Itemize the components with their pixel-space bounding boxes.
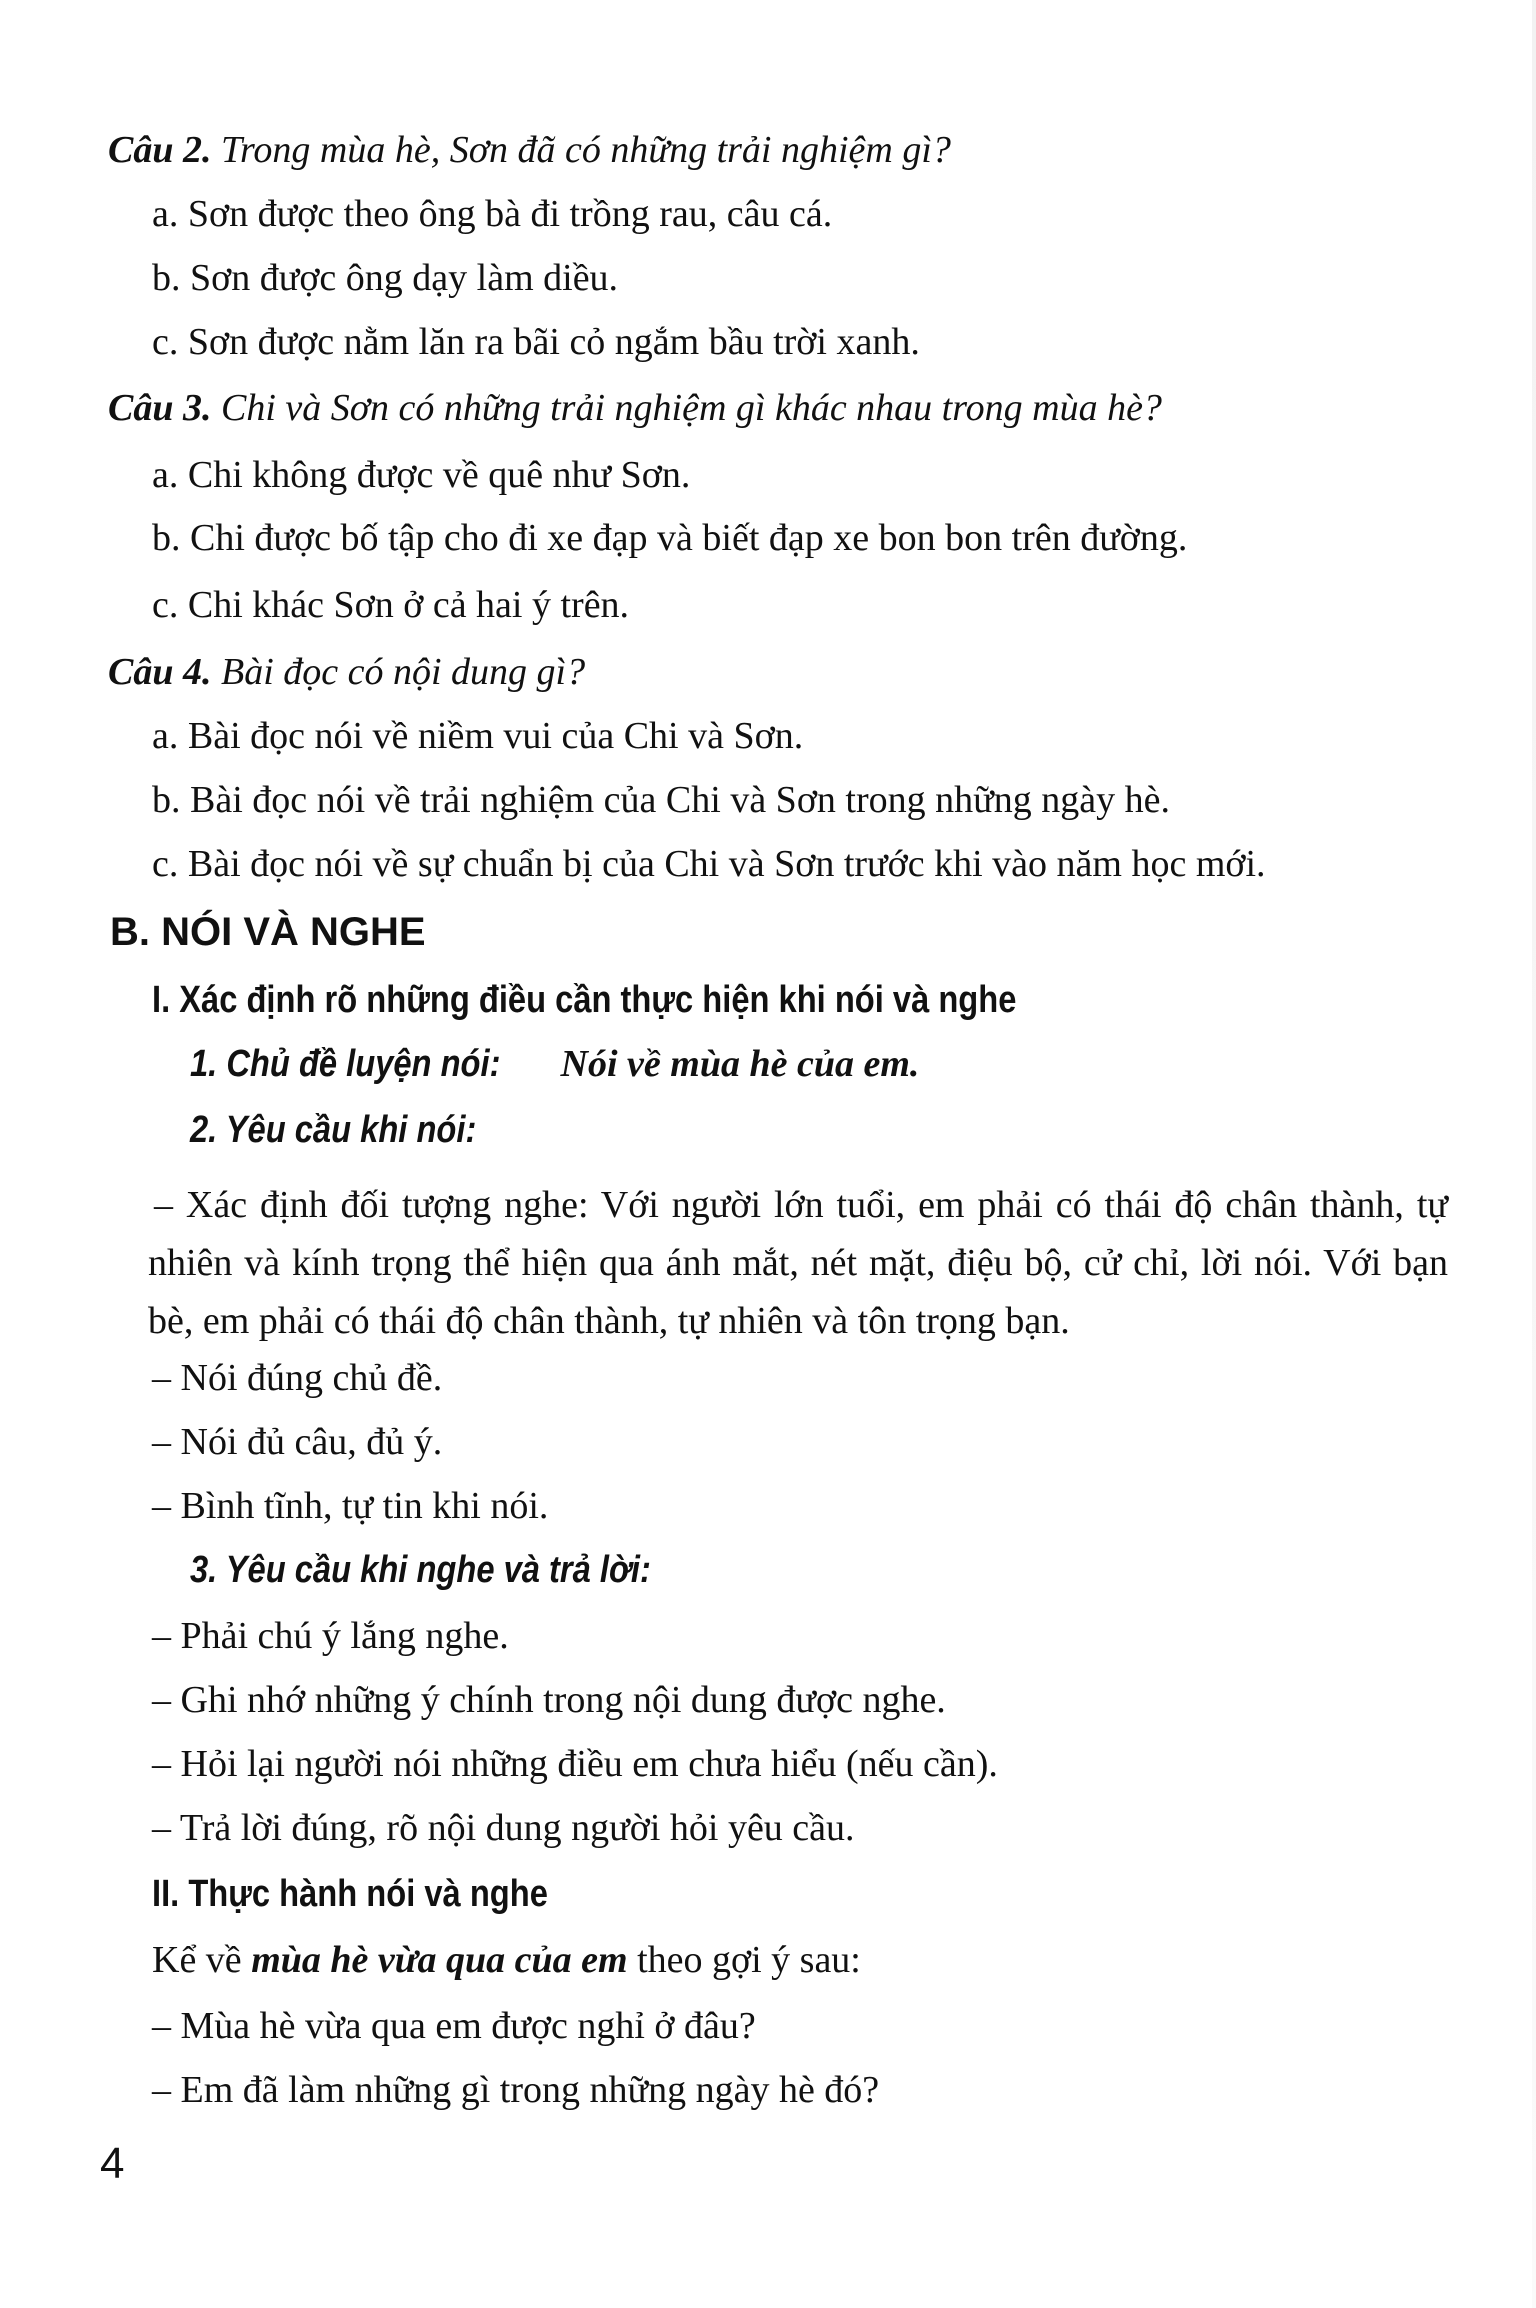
question-2-label: Câu 2. [108,129,212,171]
question-3-option-a: a. Chi không được về quê như Sơn. [152,454,691,496]
part-1-title: I. Xác định rõ những điều cần thực hiện khi nói và nghe [152,979,1017,1021]
practice-intro-suffix: theo gợi ý sau: [627,1939,861,1981]
listening-requirements-title: 3. Yêu cầu khi nghe và trả lời: [190,1549,651,1591]
part-2-title: II. Thực hành nói và nghe [152,1873,548,1915]
question-2-option-c: c. Sơn được nằm lăn ra bãi cỏ ngắm bầu trời xanh. [152,321,920,363]
practice-intro [152,1936,861,1984]
page-edge-shadow [1532,0,1536,2308]
practice-prompt-2: – Em đã làm những gì trong những ngày hè đó? [152,2069,880,2111]
question-3-label: Câu 3. [108,387,212,429]
section-b-title: B. NÓI VÀ NGHE [110,910,426,954]
speaking-requirements-title: 2. Yêu cầu khi nói: [190,1109,477,1151]
listening-item-2: – Ghi nhớ những ý chính trong nội dung được nghe. [152,1679,946,1721]
listening-item-1: – Phải chú ý lắng nghe. [152,1615,509,1657]
question-3 [108,384,1162,432]
practice-prompt-1: – Mùa hè vừa qua em được nghỉ ở đâu? [152,2005,756,2047]
practice-intro-emphasis: mùa hè vừa qua của em [251,1939,628,1981]
listening-item-4: – Trả lời đúng, rõ nội dung người hỏi yêu cầu. [152,1807,855,1849]
question-3-text: Chi và Sơn có những trải nghiệm gì khác nhau trong mùa hè? [220,387,1162,429]
question-4-text: Bài đọc có nội dung gì? [220,651,586,693]
question-2-option-b: b. Sơn được ông dạy làm diều. [152,257,619,299]
question-4-option-c: c. Bài đọc nói về sự chuẩn bị của Chi và Sơn trước khi vào năm học mới. [152,843,1266,885]
page-number: 4 [100,2139,125,2188]
question-2-option-a: a. Sơn được theo ông bà đi trồng rau, câu cá. [152,193,833,235]
question-4-label: Câu 4. [108,651,212,693]
topic-value: Nói về mùa hè của em. [560,1043,920,1085]
listening-item-3: – Hỏi lại người nói những điều em chưa hiểu (nếu cần). [152,1743,998,1785]
question-4-option-a: a. Bài đọc nói về niềm vui của Chi và Sơn. [152,715,804,757]
question-3-option-c: c. Chi khác Sơn ở cả hai ý trên. [152,584,630,626]
question-2 [108,126,951,174]
question-3-option-b: b. Chi được bố tập cho đi xe đạp và biết đạp xe bon bon trên đường. [152,517,1188,559]
question-4-option-b: b. Bài đọc nói về trải nghiệm của Chi và Sơn trong những ngày hè. [152,779,1170,821]
topic-label: 1. Chủ đề luyện nói: [190,1043,501,1085]
speaking-audience-paragraph: – Xác định đối tượng nghe: Với người lớn tuổi, em phải có thái độ chân thành, tự nhiên và kính trọng thể hiện qua ánh mắt, nét mặt, điệu bộ, cử chỉ, lời nói. Với bạn bè, em phải có thái độ chân thành, tự nhiên và tôn trọng bạn. [148,1184,1448,1342]
speaking-item-2: – Nói đủ câu, đủ ý. [152,1421,443,1463]
speaking-item-1: – Nói đúng chủ đề. [152,1357,443,1399]
practice-intro-prefix: Kể về [152,1939,252,1981]
question-4 [108,648,585,696]
speaking-item-3: – Bình tĩnh, tự tin khi nói. [152,1485,549,1527]
topic-line [190,1040,919,1088]
question-2-text: Trong mùa hè, Sơn đã có những trải nghiệm gì? [220,129,951,171]
